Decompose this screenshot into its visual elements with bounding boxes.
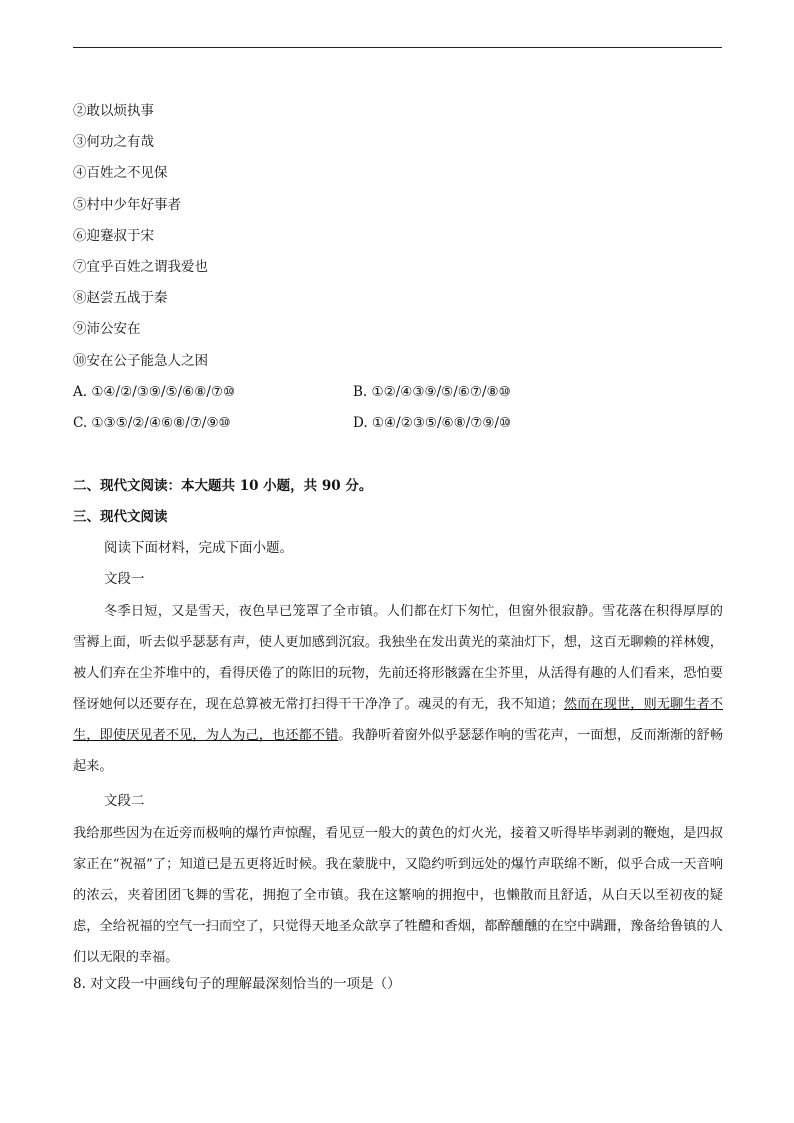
list-item-7: ⑦宜乎百姓之谓我爱也 [73,259,208,275]
option-a: A. ①④/②/③⑨/⑤/⑥⑧/⑦⑩ [73,384,236,400]
passage-1-text-end: 。我静听着窗外似乎瑟瑟作响的雪花声，一面想，反而渐渐的舒畅起来。 [73,728,724,774]
list-item-10: ⑩安在公子能急人之困 [73,353,208,369]
option-b: B. ①②/④③⑨/⑤/⑥⑦/⑧⑩ [353,384,511,400]
list-item-9: ⑨沛公安在 [73,321,141,337]
passage-1-text: 冬季日短，又是雪天，夜色早已笼罩了全市镇。人们都在灯下匆忙，但窗外很寂静。雪花落在积得厚厚的雪褥上面，听去似乎瑟瑟有声，使人更加感到沉寂。我独坐在发出黄光的菜油灯下，想，这百无聊赖的祥林嫂，被人们弃在尘芥堆中的，看得厌倦了的陈旧的玩物，先前还将形骸露在尘芥里，从活得有趣的人们看来，恐怕要怪讶她何以还要存在，现在总算被无常打扫得干干净净了。魂灵的有无，我不知道； [73,604,723,712]
passage-2-label: 文段二 [104,793,145,809]
list-item-8: ⑧赵尝五战于秦 [73,290,168,306]
passage-1 [73,596,723,782]
underlined-sentence: 然而在现世，则无聊生者不生，即使厌见者不见，为人为己，也还都不错 [73,697,723,743]
list-item-4: ④百姓之不见保 [73,165,168,181]
section-2-heading: 二、现代文阅读：本大题共 10 小题，共 90 分。 [73,478,373,494]
option-c: C. ①③⑤/②/④⑥⑧/⑦/⑨⑩ [73,415,231,431]
list-item-3: ③何功之有哉 [73,134,154,150]
list-item-6: ⑥迎蹇叔于宋 [73,228,154,244]
list-item-2: ②敢以烦执事 [73,103,154,119]
reading-instruction: 阅读下面材料，完成下面小题。 [104,540,293,556]
question-8: 8. 对文段一中画线句子的理解最深刻恰当的一项是（） [73,976,401,992]
option-d: D. ①④/②③⑤/⑥⑧/⑦⑨/⑩ [353,415,512,431]
section-3-heading: 三、现代文阅读 [73,509,168,525]
list-item-5: ⑤村中少年好事者 [73,197,181,213]
passage-1-label: 文段一 [104,571,145,587]
header-rule [73,47,722,48]
passage-2: 我给那些因为在近旁而极响的爆竹声惊醒，看见豆一般大的黄色的灯火光，接着又听得毕毕剥剥的鞭炮，是四叔家正在“祝福”了；知道已是五更将近时候。我在蒙胧中，又隐约听到远处的爆竹声联绵不断，似乎合成一天音响的浓云，夹着团团飞舞的雪花，拥抱了全市镇。我在这繁响的拥抱中，也懒散而且舒适，从白天以至初夜的疑虑，全给祝福的空气一扫而空了，只觉得天地圣众歆享了牲醴和香烟，都醉醺醺的在空中蹒跚，豫备给鲁镇的人们以无限的幸福。 [73,826,723,965]
